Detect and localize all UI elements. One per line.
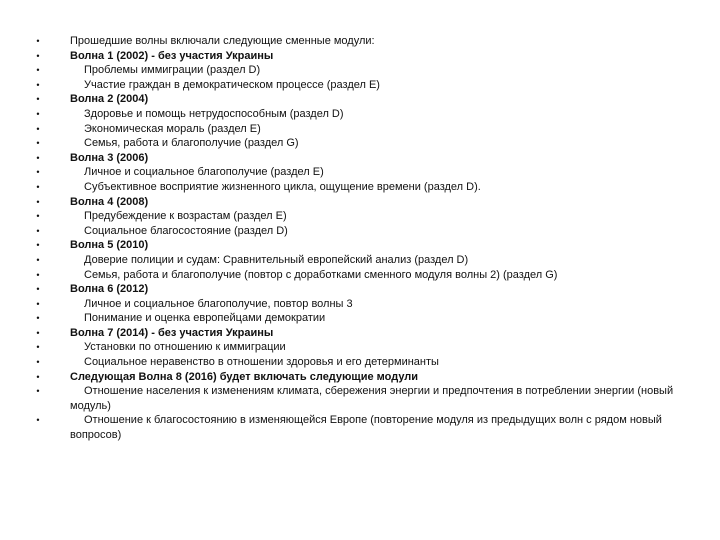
- bullet-icon: •: [36, 65, 40, 76]
- bullet-icon: •: [36, 138, 40, 149]
- item-text: Отношение населения к изменениям климата, сбережения энергии и предпочтения в потреблении энергии (новый модуль): [70, 385, 674, 412]
- item-text: Проблемы иммиграции (раздел D): [84, 64, 261, 77]
- item-text: Доверие полиции и судам: Сравнительный европейский анализ (раздел D): [84, 253, 469, 266]
- item-text: Семья, работа и благополучие (раздел G): [84, 137, 299, 150]
- bullet-icon: •: [36, 298, 40, 309]
- item-text: Семья, работа и благополучие (повтор с доработками сменного модуля волны 2) (раздел G): [84, 268, 558, 281]
- wave-heading-text: Волна 5 (2010): [70, 239, 149, 252]
- wave-heading-text: Волна 6 (2012): [70, 283, 149, 296]
- module-item: [34, 268, 674, 283]
- module-item: [34, 78, 674, 93]
- bullet-icon: •: [36, 415, 40, 426]
- item-text: Личное и социальное благополучие (раздел E): [84, 166, 324, 179]
- wave-heading-text: Волна 3 (2006): [70, 151, 149, 164]
- bullet-icon: •: [36, 36, 40, 46]
- bullet-icon: •: [36, 357, 40, 368]
- item-text: Отношение к благосостоянию в изменяющейся Европе (повторение модуля из предыдущих волн с рядом новый вопросов): [70, 414, 662, 442]
- item-text: Социальное неравенство в отношении здоровья и его детерминанты: [84, 356, 439, 369]
- item-text: Прошедшие волны включали следующие сменные модули:: [70, 35, 375, 47]
- wave-heading-item: [34, 195, 674, 210]
- wave-heading-item: [34, 49, 674, 64]
- bullet-icon: •: [36, 284, 40, 295]
- bullet-icon: •: [36, 211, 40, 222]
- module-item: [34, 165, 674, 180]
- item-text: Установки по отношению к иммиграции: [84, 341, 286, 354]
- wave-heading-item: [34, 282, 674, 297]
- bullet-icon: •: [36, 123, 40, 134]
- wave-heading-text: Следующая Волна 8 (2016) будет включать следующие модули: [70, 370, 419, 383]
- module-item: [34, 355, 674, 370]
- item-text: Здоровье и помощь нетрудоспособным (раздел D): [84, 107, 344, 120]
- wave-heading-item: [34, 92, 674, 107]
- intro-item: [34, 34, 674, 49]
- bullet-icon: •: [36, 108, 40, 119]
- item-text: Участие граждан в демократическом процессе (раздел E): [84, 78, 380, 91]
- module-item: [34, 413, 674, 442]
- bullet-icon: •: [36, 225, 40, 236]
- module-item: [34, 253, 674, 268]
- wave-heading-item: [34, 151, 674, 166]
- bullet-icon: •: [36, 196, 40, 207]
- bullet-icon: •: [36, 94, 40, 105]
- bullet-icon: •: [36, 269, 40, 280]
- wave-heading-text: Волна 2 (2004): [70, 93, 149, 106]
- bullet-icon: •: [36, 342, 40, 353]
- wave-heading-item: [34, 370, 674, 385]
- module-item: [34, 340, 674, 355]
- item-text: Предубеждение к возрастам (раздел E): [84, 210, 287, 223]
- item-text: Личное и социальное благополучие, повтор волны 3: [84, 297, 353, 310]
- bullet-icon: •: [36, 167, 40, 178]
- bullet-icon: •: [36, 181, 40, 192]
- module-item: [34, 180, 674, 195]
- module-item: [34, 209, 674, 224]
- module-item: [34, 63, 674, 78]
- module-item: [34, 297, 674, 312]
- wave-heading-text: Волна 4 (2008): [70, 195, 149, 208]
- module-list: [34, 34, 674, 443]
- item-text: Субъективное восприятие жизненного цикла, ощущение времени (раздел D).: [84, 180, 481, 193]
- item-text: Социальное благосостояние (раздел D): [84, 224, 288, 237]
- item-text: Понимание и оценка европейцами демократии: [84, 312, 326, 325]
- bullet-icon: •: [36, 313, 40, 324]
- module-item: [34, 107, 674, 122]
- bullet-icon: •: [36, 240, 40, 251]
- module-item: [34, 224, 674, 239]
- module-item: [34, 122, 674, 137]
- item-text: Экономическая мораль (раздел E): [84, 122, 261, 135]
- module-item: [34, 384, 674, 413]
- bullet-icon: •: [36, 371, 40, 382]
- bullet-icon: •: [36, 152, 40, 163]
- bullet-icon: •: [36, 50, 40, 61]
- bullet-icon: •: [36, 327, 40, 338]
- bullet-icon: •: [36, 386, 40, 397]
- wave-heading-item: [34, 326, 674, 341]
- module-item: [34, 311, 674, 326]
- wave-heading-text: Волна 7 (2014) - без участия Украины: [70, 326, 274, 339]
- bullet-icon: •: [36, 254, 40, 265]
- bullet-icon: •: [36, 79, 40, 90]
- wave-heading-item: [34, 238, 674, 253]
- module-item: [34, 136, 674, 151]
- wave-heading-text: Волна 1 (2002) - без участия Украины: [70, 49, 274, 62]
